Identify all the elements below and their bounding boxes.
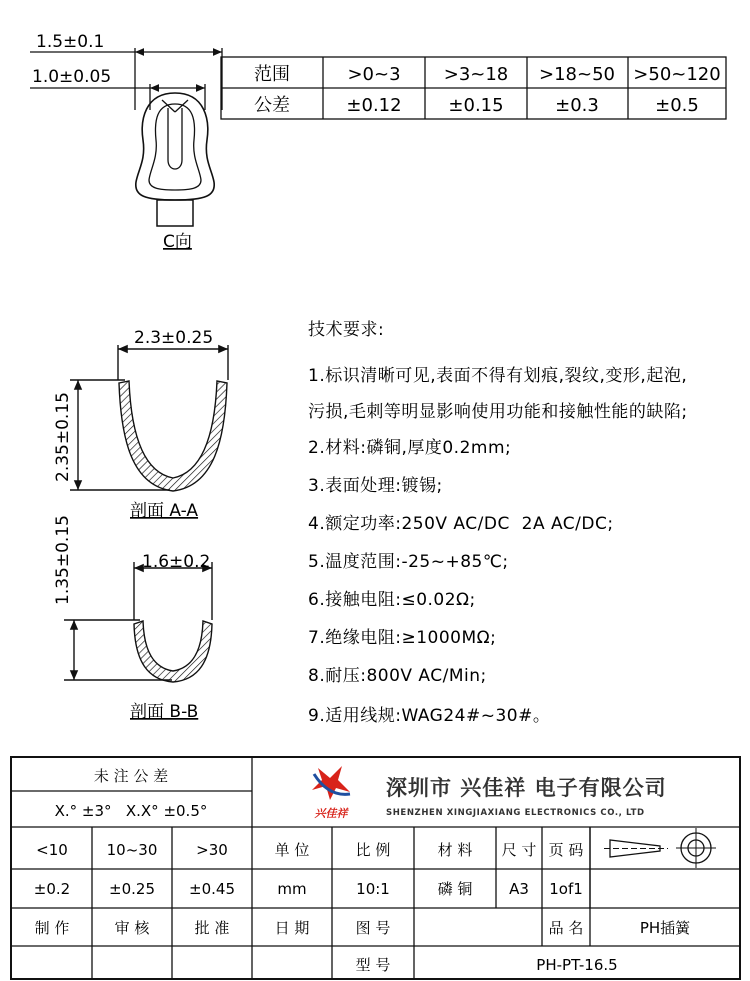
tol-range-cell: >50~120 bbox=[633, 64, 721, 85]
size-value: A3 bbox=[509, 880, 529, 898]
requirement-line: 5.温度范围:-25~+85℃; bbox=[308, 552, 509, 572]
material-value: 磷 铜 bbox=[437, 880, 473, 898]
angle-tolerance: X.° ±3° X.X° ±0.5° bbox=[54, 802, 208, 820]
product-name-label: 品 名 bbox=[548, 919, 584, 937]
lin-range-cell: 10~30 bbox=[106, 841, 158, 859]
requirement-line: 污损,毛刺等明显影响使用功能和接触性能的缺陷; bbox=[308, 402, 688, 422]
tol-value-cell: ±0.12 bbox=[346, 95, 402, 116]
requirements-title: 技术要求: bbox=[308, 320, 385, 340]
requirement-line: 6.接触电阻:≤0.02Ω; bbox=[308, 590, 476, 610]
scale-value: 10:1 bbox=[356, 880, 390, 898]
section-a-height-dim: 2.35±0.15 bbox=[53, 392, 73, 482]
lin-tol-cell: ±0.2 bbox=[33, 880, 71, 898]
model-value: PH-PT-16.5 bbox=[536, 956, 618, 974]
requirement-line: 9.适用线规:WAG24#~30#。 bbox=[308, 706, 551, 726]
lin-range-cell: >30 bbox=[196, 841, 228, 859]
model-label: 型 号 bbox=[355, 956, 391, 974]
company-name-en: SHENZHEN XINGJIAXIANG ELECTRONICS CO., LTD bbox=[386, 808, 645, 818]
section-b-width-dim: 1.6±0.2 bbox=[142, 552, 211, 572]
requirement-line: 3.表面处理:镀锡; bbox=[308, 476, 443, 496]
tol-range-cell: >0~3 bbox=[347, 64, 401, 85]
tol-value-cell: ±0.15 bbox=[448, 95, 504, 116]
made-by-label: 制 作 bbox=[34, 919, 70, 937]
tol-table-tol-label: 公差 bbox=[254, 95, 290, 116]
requirement-line: 7.绝缘电阻:≥1000MΩ; bbox=[308, 628, 497, 648]
requirement-line: 4.额定功率:250V AC/DC 2A AC/DC; bbox=[308, 514, 614, 534]
section-a-label: 剖面 A-A bbox=[130, 501, 199, 521]
requirement-line: 2.材料:磷铜,厚度0.2mm; bbox=[308, 438, 512, 458]
checked-by-label: 审 核 bbox=[114, 919, 150, 937]
view-label-c: C向 bbox=[163, 232, 192, 252]
company-logo bbox=[312, 766, 350, 820]
tol-value-cell: ±0.5 bbox=[655, 95, 699, 116]
material-header: 材 料 bbox=[437, 841, 473, 859]
section-b-b bbox=[64, 562, 212, 682]
unit-value: mm bbox=[277, 880, 307, 898]
product-name-value: PH插簧 bbox=[639, 919, 691, 937]
approved-by-label: 批 准 bbox=[194, 919, 230, 937]
unit-header: 单 位 bbox=[274, 841, 310, 859]
dim-outer-width: 1.5±0.1 bbox=[36, 32, 105, 52]
tol-range-cell: >3~18 bbox=[443, 64, 509, 85]
size-header: 尺 寸 bbox=[501, 841, 537, 859]
section-a-a bbox=[70, 345, 228, 491]
date-label: 日 期 bbox=[274, 919, 310, 937]
dim-inner-width: 1.0±0.05 bbox=[32, 67, 112, 87]
tol-value-cell: ±0.3 bbox=[555, 95, 599, 116]
lin-tol-cell: ±0.25 bbox=[109, 880, 155, 898]
scale-header: 比 例 bbox=[355, 841, 391, 859]
section-a-width-dim: 2.3±0.25 bbox=[134, 328, 214, 348]
unspecified-tol-heading: 未 注 公 差 bbox=[93, 767, 169, 785]
drawing-no-label: 图 号 bbox=[355, 919, 391, 937]
logo-text: 兴佳祥 bbox=[314, 807, 348, 820]
tol-range-cell: >18~50 bbox=[539, 64, 615, 85]
section-b-height-dim: 1.35±0.15 bbox=[53, 515, 73, 605]
section-b-label: 剖面 B-B bbox=[130, 702, 199, 722]
lin-tol-cell: ±0.45 bbox=[189, 880, 235, 898]
tol-table-range-label: 范围 bbox=[254, 64, 290, 85]
page-value: 1of1 bbox=[549, 880, 583, 898]
lin-range-cell: <10 bbox=[36, 841, 68, 859]
page-header: 页 码 bbox=[548, 841, 584, 859]
requirement-line: 8.耐压:800V AC/Min; bbox=[308, 666, 487, 686]
requirement-line: 1.标识清晰可见,表面不得有划痕,裂纹,变形,起泡, bbox=[308, 366, 688, 386]
company-name-cn: 深圳市 兴佳祥 电子有限公司 bbox=[386, 776, 667, 800]
